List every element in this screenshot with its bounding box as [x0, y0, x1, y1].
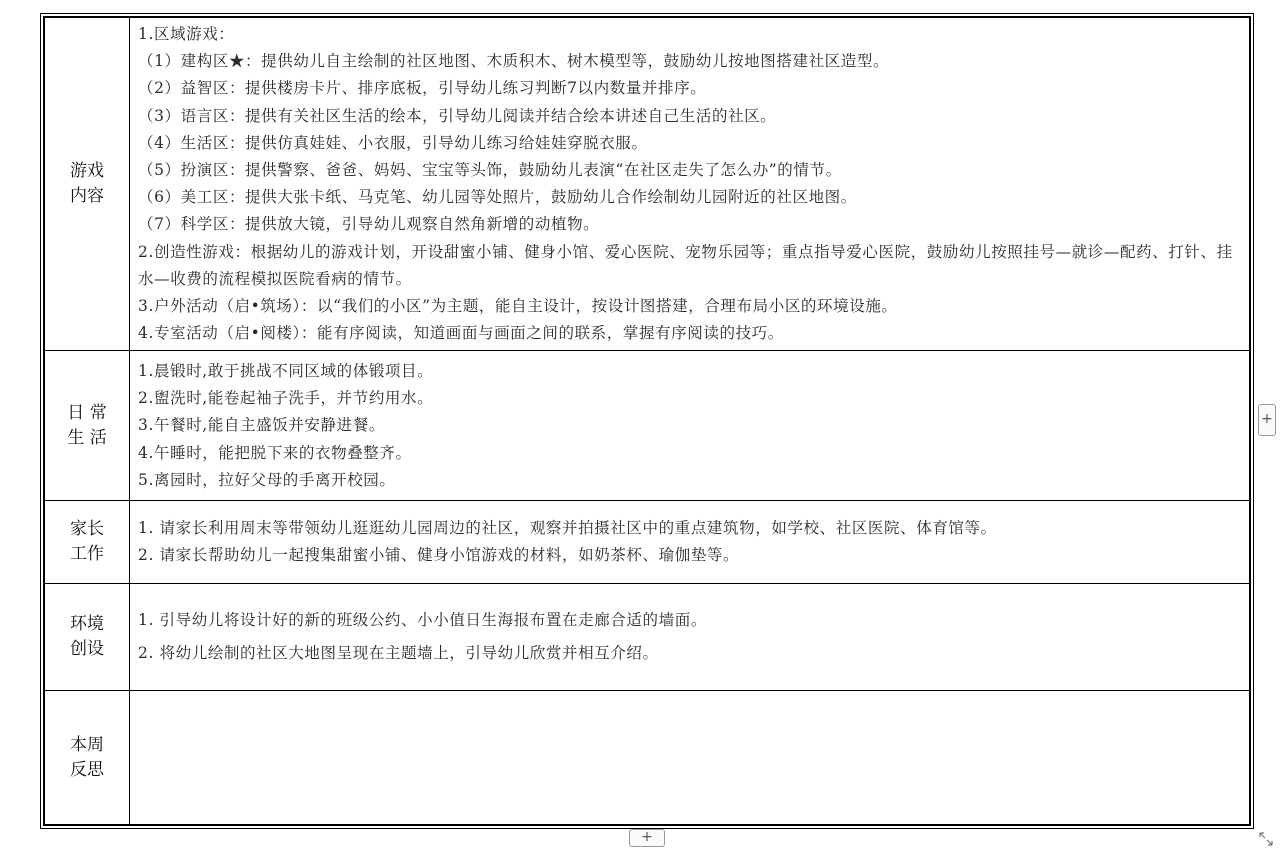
content-line: 2.创造性游戏：根据幼儿的游戏计划，开设甜蜜小铺、健身小馆、爱心医院、宠物乐园等；重点指导爱心医院，鼓励幼儿按照挂号—就诊—配药、打针、挂水—收费的流程模拟医院看病的情节。 [138, 242, 1233, 288]
row-label: 生 活 [67, 427, 107, 448]
content-line: 4.午睡时，能把脱下来的衣物叠整齐。 [138, 443, 412, 462]
content-line: （1）建构区★：提供幼儿自主绘制的社区地图、木质积木、树木模型等，鼓励幼儿按地图搭建社区造型。 [138, 52, 890, 71]
content-line: 3.午餐时,能自主盛饭并安静进餐。 [138, 416, 385, 435]
weekly-plan-table [44, 17, 1250, 825]
weekly-plan-table-frame [40, 13, 1254, 829]
table-row [45, 351, 1250, 501]
row-label: 环境 [70, 614, 104, 635]
content-line: 1. 请家长利用周末等带领幼儿逛逛幼儿园周边的社区，观察并拍摄社区中的重点建筑物，如学校、社区医院、体育馆等。 [138, 519, 997, 538]
table-row [45, 584, 1250, 691]
row-label: 工作 [70, 544, 104, 565]
row-label: 游戏 [70, 161, 104, 182]
row-label-cell[interactable] [45, 18, 130, 351]
table-row [45, 691, 1250, 825]
content-line: 1. 引导幼儿将设计好的新的班级公约、小小值日生海报布置在走廊合适的墙面。 [138, 611, 707, 630]
table-row [45, 501, 1250, 584]
content-line: （6）美工区：提供大张卡纸、马克笔、幼儿园等处照片，鼓励幼儿合作绘制幼儿园附近的社区地图。 [138, 188, 857, 207]
plus-icon: + [641, 829, 653, 845]
row-label-cell[interactable] [45, 691, 130, 825]
content-line: 1.晨锻时,敢于挑战不同区域的体锻项目。 [138, 361, 434, 380]
row-label: 本周 [70, 734, 104, 755]
table-row [45, 18, 1250, 351]
row-label: 家长 [70, 519, 104, 540]
content-line: 5.离园时，拉好父母的手离开校园。 [138, 470, 396, 489]
row-label: 日 常 [67, 402, 107, 423]
row-label: 内容 [70, 186, 104, 207]
content-line: （7）科学区：提供放大镜，引导幼儿观察自然角新增的动植物。 [138, 215, 600, 234]
add-row-button[interactable] [629, 829, 665, 847]
row-content-cell[interactable] [130, 501, 1250, 584]
resize-icon[interactable] [1258, 831, 1274, 847]
content-line: 2.盥洗时,能卷起袖子洗手，并节约用水。 [138, 389, 434, 408]
plus-icon: + [1261, 411, 1273, 427]
reflection-empty-cell[interactable] [130, 691, 1250, 825]
row-label-cell[interactable] [45, 584, 130, 691]
row-label: 反思 [70, 759, 104, 780]
add-column-button[interactable] [1258, 404, 1276, 436]
content-line: 3.户外活动（启•筑场）：以“我们的小区”为主题，能自主设计，按设计图搭建，合理布局小区的环境设施。 [138, 297, 898, 316]
content-line: （5）扮演区：提供警察、爸爸、妈妈、宝宝等头饰，鼓励幼儿表演“在社区走失了怎么办”的情节。 [138, 161, 842, 180]
content-line: 4.专室活动（启•阅楼）：能有序阅读，知道画面与画面之间的联系，掌握有序阅读的技巧。 [138, 324, 784, 343]
content-line: 1.区域游戏： [138, 25, 235, 43]
content-line: （2）益智区：提供楼房卡片、排序底板，引导幼儿练习判断7以内数量并排序。 [138, 79, 707, 98]
content-line: 2. 将幼儿绘制的社区大地图呈现在主题墙上，引导幼儿欣赏并相互介绍。 [138, 644, 659, 663]
content-line: 2. 请家长帮助幼儿一起搜集甜蜜小铺、健身小馆游戏的材料，如奶茶杯、瑜伽垫等。 [138, 546, 740, 565]
content-line: （3）语言区：提供有关社区生活的绘本，引导幼儿阅读并结合绘本讲述自己生活的社区。 [138, 106, 777, 125]
row-content-cell[interactable] [130, 351, 1250, 501]
content-line: （4）生活区：提供仿真娃娃、小衣服，引导幼儿练习给娃娃穿脱衣服。 [138, 133, 648, 152]
row-label-cell[interactable] [45, 351, 130, 501]
row-content-cell[interactable] [130, 18, 1250, 351]
row-content-cell[interactable] [130, 584, 1250, 691]
row-label-cell[interactable] [45, 501, 130, 584]
row-label: 创设 [70, 639, 104, 660]
